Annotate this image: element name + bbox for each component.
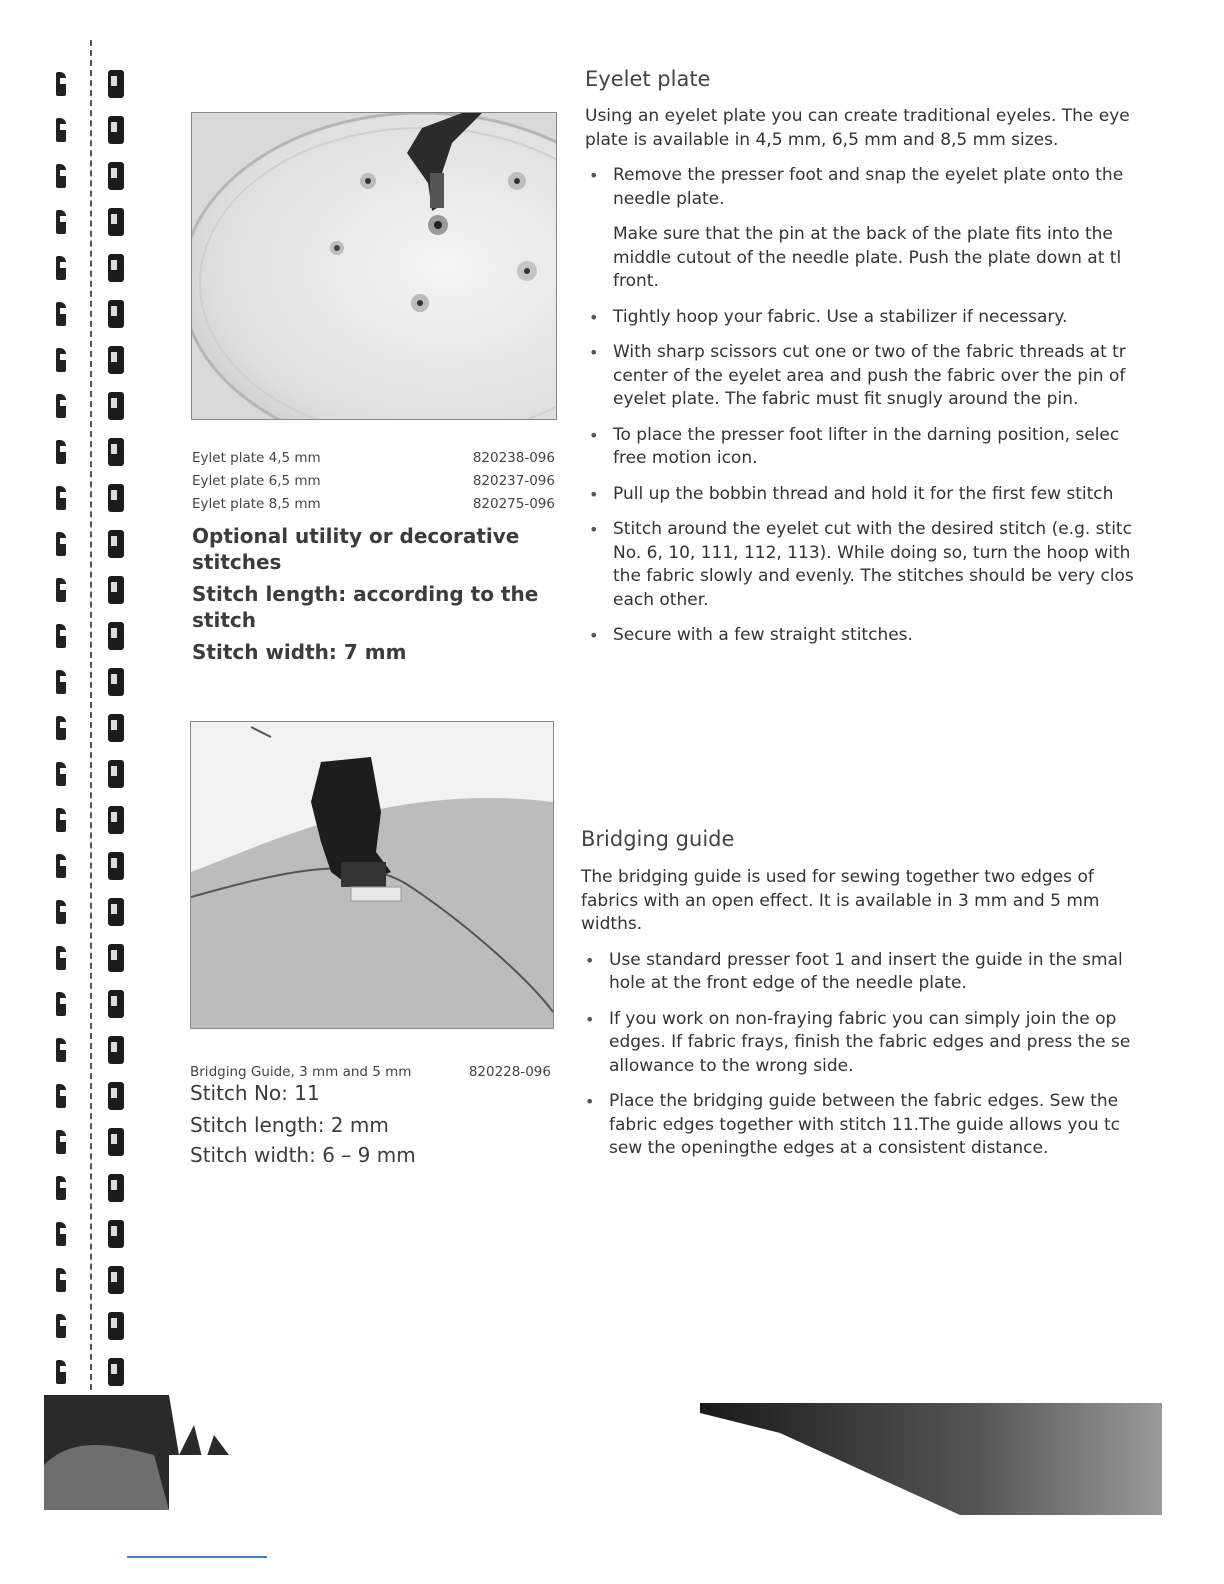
binding-loop <box>108 622 124 650</box>
step-line: hole at the front edge of the needle plate. <box>609 973 967 993</box>
step-line: the fabric slowly and evenly. The stitches should be very clos <box>613 566 1134 586</box>
part-number: 820237-096 <box>472 472 555 489</box>
step-line: • Secure with a few straight stitches. <box>613 625 913 645</box>
binding-ring <box>40 70 150 100</box>
list-item <box>581 1008 1167 1079</box>
bridging-heading: Bridging guide <box>581 827 735 851</box>
step-line: • If you work on non-fraying fabric you can simply join the op <box>609 1008 1117 1029</box>
bridging-stitch-settings <box>190 1080 570 1168</box>
binding-hook <box>56 854 66 878</box>
binding-loop <box>108 1312 124 1340</box>
step-line: • Stitch around the eyelet cut with the desired stitch (e.g. stitc <box>613 519 1132 539</box>
binding-ring <box>40 300 150 330</box>
spiral-binding <box>40 30 150 1410</box>
settings-line: Stitch width: 6 – 9 mm <box>190 1143 416 1167</box>
binding-hook <box>56 808 66 832</box>
eyelet-intro-line: Using an eyelet plate you can create traditional eyeles. The eye <box>585 106 1130 126</box>
binding-hook <box>56 210 66 234</box>
part-number: 820275-096 <box>472 495 555 512</box>
binding-hook <box>56 1176 66 1200</box>
binding-ring <box>40 1312 150 1342</box>
binding-ring <box>40 714 150 744</box>
binding-ring <box>40 1082 150 1112</box>
step-line: • To place the presser foot lifter in the darning position, selec <box>613 424 1120 445</box>
binding-hook <box>56 900 66 924</box>
binding-hook <box>56 394 66 418</box>
part-row <box>192 492 555 515</box>
step-line: • Place the bridging guide between the fabric edges. Sew the <box>609 1091 1119 1111</box>
step-line: free motion icon. <box>613 448 758 468</box>
settings-line: Stitch No: 11 <box>190 1081 320 1105</box>
step-line: each other. <box>613 589 709 610</box>
binding-hook <box>56 72 66 96</box>
bridging-text <box>581 866 1167 1166</box>
binding-hook <box>56 716 66 740</box>
binding-loop <box>108 576 124 604</box>
binding-loop <box>108 944 124 972</box>
bridging-intro-line: The bridging guide is used for sewing together two edges of <box>581 867 1094 887</box>
binding-loop <box>108 1220 124 1248</box>
binding-hook <box>56 946 66 970</box>
eyelet-text <box>585 105 1173 665</box>
bridging-intro-line: fabrics with an open effect. It is available in 3 mm and 5 mm <box>581 890 1100 911</box>
list-item <box>581 1090 1167 1161</box>
binding-hook <box>56 1222 66 1246</box>
part-name: Eylet plate 4,5 mm <box>192 449 321 466</box>
binding-loop <box>108 346 124 374</box>
binding-loop <box>108 1128 124 1156</box>
binding-hook <box>56 578 66 602</box>
binding-ring <box>40 1266 150 1296</box>
binding-loop <box>108 714 124 742</box>
eyelet-steps <box>585 164 1173 648</box>
list-item <box>581 949 1167 996</box>
binding-hook <box>56 1084 66 1108</box>
step-line: • Use standard presser foot 1 and insert the guide in the smal <box>609 949 1123 970</box>
settings-line: Stitch length: according to the <box>192 582 539 606</box>
step-line: needle plate. <box>613 188 725 209</box>
eyelet-parts-list <box>192 446 555 515</box>
step-line: front. <box>613 271 659 291</box>
binding-loop <box>108 1266 124 1294</box>
binding-hook <box>56 1314 66 1338</box>
binding-loop <box>108 530 124 558</box>
binding-ring <box>40 852 150 882</box>
binding-loop <box>108 116 124 144</box>
binding-ring <box>40 392 150 422</box>
list-item <box>585 518 1173 612</box>
binding-ring <box>40 208 150 238</box>
binding-loop <box>108 484 124 512</box>
list-item <box>585 341 1173 412</box>
binding-ring <box>40 346 150 376</box>
step-line: center of the eyelet area and push the fabric over the pin of <box>613 365 1126 386</box>
binding-loop <box>108 760 124 788</box>
step-line: No. 6, 10, 111, 112, 113). While doing so, turn the hoop with <box>613 542 1131 563</box>
binding-hook <box>56 256 66 280</box>
step-note <box>613 223 1173 294</box>
binding-loop <box>108 1036 124 1064</box>
binding-loop <box>108 806 124 834</box>
part-number: 820238-096 <box>472 449 555 466</box>
binding-hook <box>56 1360 66 1384</box>
page-underline <box>127 1556 267 1558</box>
part-name: Eylet plate 8,5 mm <box>192 495 321 512</box>
binding-ring <box>40 530 150 560</box>
eyelet-stitch-settings <box>192 523 572 665</box>
binding-hook <box>56 1038 66 1062</box>
scan-artifact-left <box>44 1395 229 1510</box>
binding-ring <box>40 760 150 790</box>
step-line: edges. If fabric frays, finish the fabric edges and press the se <box>609 1032 1131 1052</box>
bridging-intro-line: widths. <box>581 914 643 934</box>
binding-loop <box>108 852 124 880</box>
binding-ring <box>40 1358 150 1388</box>
binding-loop <box>108 668 124 696</box>
binding-loop <box>108 254 124 282</box>
binding-ring <box>40 944 150 974</box>
step-line: middle cutout of the needle plate. Push the plate down at tl <box>613 247 1122 268</box>
binding-loop <box>108 1358 124 1386</box>
binding-hook <box>56 1130 66 1154</box>
binding-ring <box>40 1220 150 1250</box>
binding-ring <box>40 484 150 514</box>
binding-loop <box>108 1174 124 1202</box>
step-line: allowance to the wrong side. <box>609 1055 854 1076</box>
binding-hook <box>56 670 66 694</box>
binding-loop <box>108 1082 124 1110</box>
binding-hook <box>56 992 66 1016</box>
binding-ring <box>40 668 150 698</box>
list-item <box>585 306 1173 330</box>
scan-artifact-right <box>700 1403 1162 1515</box>
step-line: • Tightly hoop your fabric. Use a stabilizer if necessary. <box>613 306 1068 327</box>
step-line: fabric edges together with stitch 11.The guide allows you tc <box>609 1114 1121 1135</box>
binding-ring <box>40 1174 150 1204</box>
binding-loop <box>108 392 124 420</box>
binding-ring <box>40 898 150 928</box>
binding-loop <box>108 300 124 328</box>
binding-hook <box>56 532 66 556</box>
binding-hook <box>56 348 66 372</box>
binding-ring <box>40 162 150 192</box>
binding-ring <box>40 254 150 284</box>
step-line: sew the openingthe edges at a consistent distance. <box>609 1138 1049 1158</box>
binding-ring <box>40 806 150 836</box>
settings-line: Stitch width: 7 mm <box>192 640 407 664</box>
part-name: Bridging Guide, 3 mm and 5 mm <box>190 1063 412 1080</box>
binding-loop <box>108 162 124 190</box>
list-item <box>585 164 1173 294</box>
binding-ring <box>40 116 150 146</box>
binding-hook <box>56 118 66 142</box>
part-name: Eylet plate 6,5 mm <box>192 472 321 489</box>
settings-line: Stitch length: 2 mm <box>190 1113 389 1137</box>
binding-loop <box>108 990 124 1018</box>
list-item <box>585 424 1173 471</box>
binding-ring <box>40 1036 150 1066</box>
binding-loop <box>108 208 124 236</box>
binding-hook <box>56 1268 66 1292</box>
binding-ring <box>40 990 150 1020</box>
part-row <box>192 469 555 492</box>
bridging-steps <box>581 949 1167 1161</box>
step-line: eyelet plate. The fabric must fit snugly around the pin. <box>613 389 1079 409</box>
binding-ring <box>40 438 150 468</box>
settings-line: stitch <box>192 608 256 632</box>
binding-ring <box>40 622 150 652</box>
binding-loop <box>108 898 124 926</box>
eyelet-heading: Eyelet plate <box>585 67 711 91</box>
list-item <box>585 624 1173 648</box>
binding-loop <box>108 70 124 98</box>
part-number: 820228-096 <box>468 1063 551 1080</box>
list-item <box>585 483 1173 507</box>
binding-ring <box>40 1128 150 1158</box>
part-row <box>192 446 555 469</box>
bridging-guide-photo <box>190 721 554 1029</box>
binding-hook <box>56 302 66 326</box>
binding-hook <box>56 624 66 648</box>
step-line: • Remove the presser foot and snap the eyelet plate onto the <box>613 165 1124 185</box>
step-line: Make sure that the pin at the back of the plate fits into the <box>613 224 1113 244</box>
eyelet-intro-line: plate is available in 4,5 mm, 6,5 mm and 8,5 mm sizes. <box>585 129 1059 150</box>
step-line: • Pull up the bobbin thread and hold it for the first few stitch <box>613 483 1114 504</box>
binding-hook <box>56 486 66 510</box>
binding-hook <box>56 164 66 188</box>
binding-hook <box>56 440 66 464</box>
eyelet-plate-photo <box>191 112 557 420</box>
step-line: • With sharp scissors cut one or two of the fabric threads at tr <box>613 342 1126 362</box>
binding-loop <box>108 438 124 466</box>
settings-line: Optional utility or decorative <box>192 524 520 548</box>
settings-line: stitches <box>192 550 282 574</box>
binding-ring <box>40 576 150 606</box>
binding-hook <box>56 762 66 786</box>
